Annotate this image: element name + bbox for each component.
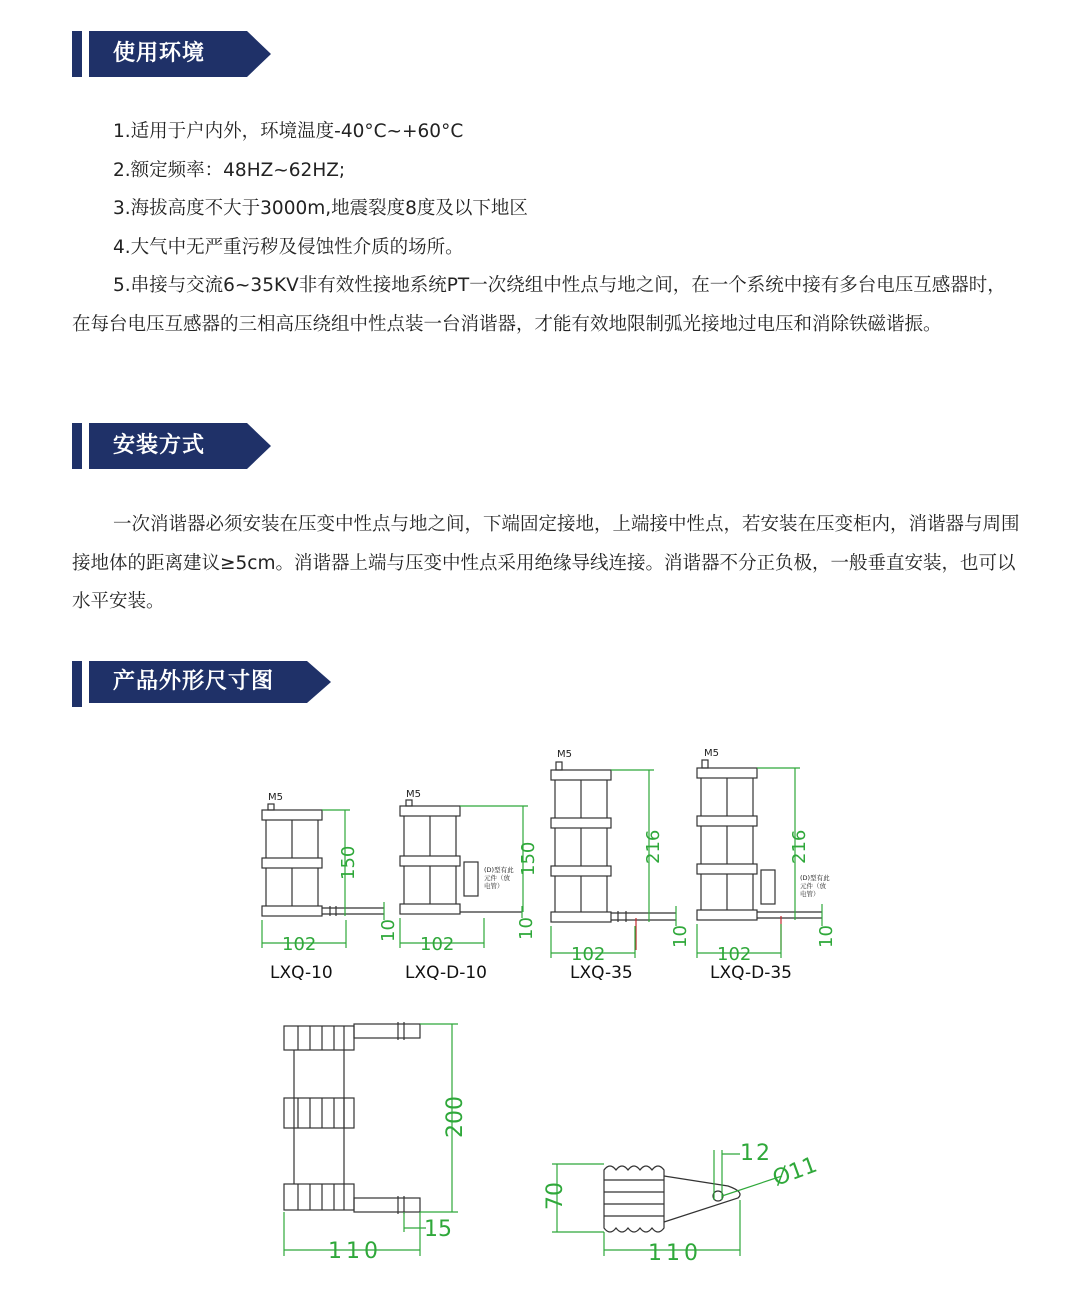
note-line: (D)型有此 bbox=[800, 874, 830, 882]
dim-foot: 10 bbox=[670, 925, 691, 948]
thread-label: M5 bbox=[268, 792, 283, 803]
dim-height: 216 bbox=[789, 829, 810, 864]
thread-label: M5 bbox=[704, 748, 719, 759]
dim-side-width: 110 bbox=[648, 1241, 702, 1266]
model-lxq-10-figure bbox=[262, 804, 384, 948]
thread-label: M5 bbox=[557, 749, 572, 760]
dim-foot: 10 bbox=[378, 919, 399, 942]
dim-base-width: 102 bbox=[717, 944, 752, 965]
installation-paragraph: 一次消谐器必须安装在压变中性点与地之间，下端固定接地，上端接中性点，若安装在压变柜内，消谐器与周围接地体的距离建议≥5cm。消谐器上端与压变中性点采用绝缘导线连接。消谐器不分正负极，一般垂直安装，也可以水平安装。 bbox=[72, 514, 1020, 612]
dim-height: 150 bbox=[338, 845, 359, 880]
dim-length: 200 bbox=[443, 1096, 468, 1138]
environment-item-1: 1.适用于户内外，环境温度-40°C~+60°C bbox=[113, 121, 464, 142]
dim-foot: 10 bbox=[816, 925, 837, 948]
dim-hole: 12 bbox=[740, 1141, 772, 1166]
environment-item-4: 4.大气中无严重污秽及侵蚀性介质的场所。 bbox=[113, 236, 464, 258]
dim-height: 216 bbox=[643, 829, 664, 864]
section-title: 产品外形尺寸图 bbox=[113, 669, 275, 694]
dim-side-height: 70 bbox=[543, 1182, 568, 1210]
environment-item-5: 5.串接与交流6~35KV非有效性接地系统PT一次绕组中性点与地之间，在一个系统中接有多台电压互感器时，在每台电压互感器的三相高压绕组中性点装一台消谐器，才能有效地限制弧光接地过电压和消除铁磁谐振。 bbox=[72, 275, 1006, 335]
thread-label: M5 bbox=[406, 789, 421, 800]
dim-foot: 10 bbox=[516, 917, 537, 940]
dim-base-width: 102 bbox=[420, 934, 455, 955]
note-line: 元件（放 bbox=[800, 882, 826, 890]
note-line: 电管） bbox=[800, 890, 820, 898]
model-label-lxq-10: LXQ-10 bbox=[270, 963, 333, 983]
section-title: 使用环境 bbox=[113, 41, 206, 66]
model-label-lxq-d-35: LXQ-D-35 bbox=[710, 963, 792, 983]
section-title: 安装方式 bbox=[113, 433, 206, 458]
model-label-lxq-d-10: LXQ-D-10 bbox=[405, 963, 487, 983]
note-line: 元件（放 bbox=[484, 874, 510, 882]
environment-item-2: 2.额定频率：48HZ~62HZ; bbox=[113, 159, 346, 181]
dim-width: 110 bbox=[328, 1239, 382, 1264]
dim-diameter: Ø11 bbox=[769, 1152, 821, 1192]
dim-height: 150 bbox=[518, 841, 539, 876]
dim-base-width: 102 bbox=[571, 944, 606, 965]
note-line: (D)型有此 bbox=[484, 866, 514, 874]
dim-tab: 15 bbox=[424, 1217, 452, 1242]
dim-base-width: 102 bbox=[282, 934, 317, 955]
note-line: 电管） bbox=[484, 882, 504, 890]
environment-item-3: 3.海拔高度不大于3000m,地震裂度8度及以下地区 bbox=[113, 198, 528, 219]
model-label-lxq-35: LXQ-35 bbox=[570, 963, 633, 983]
